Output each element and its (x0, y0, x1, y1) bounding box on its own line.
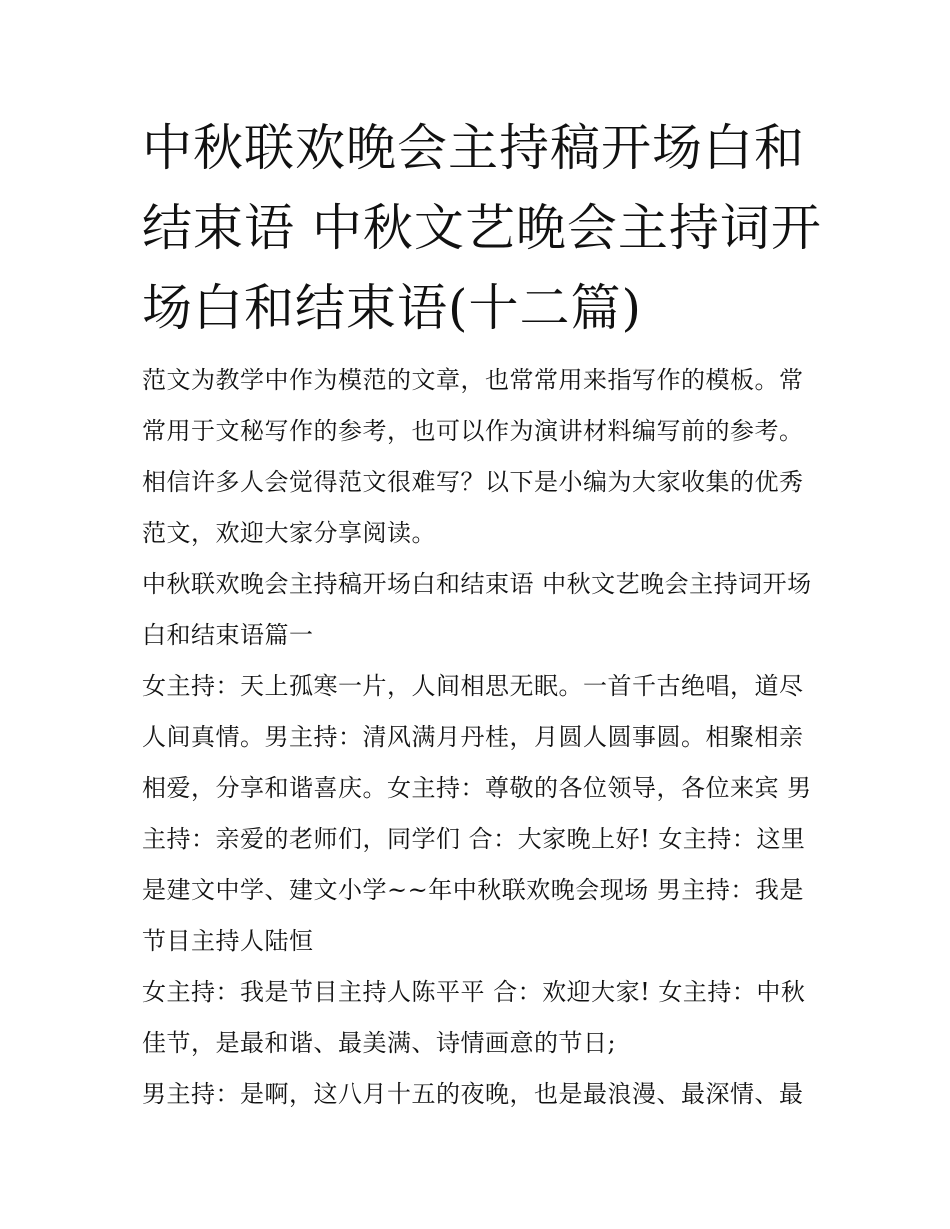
body-paragraph: 女主持：我是节目主持人陈平平 合：欢迎大家! 女主持：中秋佳节，是最和谐、最美满、诗情画意的节日; (142, 978, 806, 1057)
document-title: 中秋联欢晚会主持稿开场白和结束语 中秋文艺晚会主持词开场白和结束语(十二篇) (142, 119, 822, 337)
document-body (142, 355, 817, 1120)
body-paragraph: 男主持：是啊，这八月十五的夜晚，也是最浪漫、最深情、最 (142, 1080, 804, 1108)
section-heading: 中秋联欢晚会主持稿开场白和结束语 中秋文艺晚会主持词开场白和结束语篇一 (142, 570, 812, 649)
body-paragraph: 女主持：天上孤寒一片，人间相思无眠。一首千古绝唱，道尽人间真情。男主持：清风满月丹桂，月圆人圆事圆。相聚相亲相爱，分享和谐喜庆。女主持：尊敬的各位领导，各位来宾 男主持：亲爱的老师们，同学们 合：大家晚上好! 女主持：这里是建文中学、建文小学~~年中秋联欢晚会现场 男主持：我是节目主持人陆恒 (142, 672, 812, 955)
intro-paragraph: 范文为教学中作为模范的文章，也常常用来指写作的模板。常常用于文秘写作的参考，也可以作为演讲材料编写前的参考。相信许多人会觉得范文很难写？以下是小编为大家收集的优秀范文，欢迎大家分享阅读。 (142, 366, 804, 547)
